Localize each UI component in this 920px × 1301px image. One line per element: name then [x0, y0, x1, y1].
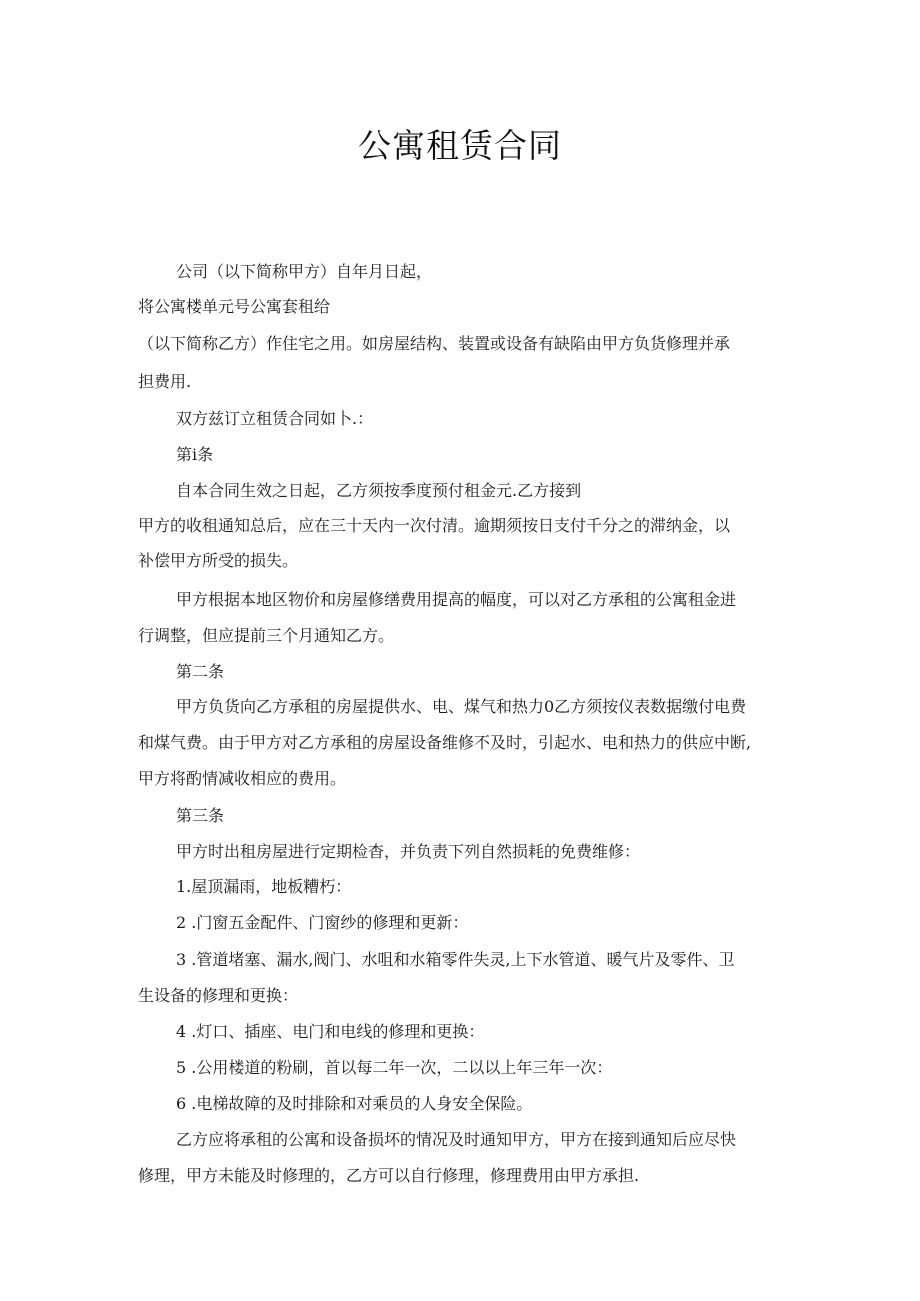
list-item-continuation: 生设备的修理和更换： [138, 986, 299, 1005]
list-item: 3 .管道堵塞、漏水,阀门、水咀和水箱零件失灵,上下水管道、暖气片及零件、卫 [176, 950, 735, 969]
article-heading: 第二条 [176, 662, 225, 681]
document-title: 公寓租赁合同 [358, 126, 562, 165]
article-heading: 第三条 [176, 806, 225, 825]
paragraph-line: 和煤气费。由于甲方对乙方承租的房屋设备维修不及时，引起水、电和热力的供应中断, [138, 733, 752, 752]
paragraph-line: 将公寓楼单元号公寓套租给 [138, 297, 331, 316]
paragraph-line: 担费用. [138, 372, 192, 391]
paragraph-line: 补偿甲方所受的损失。 [138, 551, 299, 570]
article-heading: 第i条 [176, 445, 214, 464]
paragraph-line: 自本合同生效之日起，乙方须按季度预付租金元.乙方接到 [176, 481, 582, 500]
paragraph-line: 甲方的收租通知总后，应在三十天内一次付清。逾期须按日支付千分之的滞纳金，以 [138, 516, 731, 535]
paragraph-line: 修理，甲方未能及时修理的，乙方可以自行修理，修理费用由甲方承担. [138, 1166, 640, 1185]
paragraph-line: 甲方将酌情减收相应的费用。 [138, 769, 347, 788]
paragraph-line: 双方兹订立租赁合同如卜.： [176, 409, 374, 428]
list-item: 5 .公用楼道的粉刷，首以每二年一次，二以以上年三年一次： [176, 1058, 613, 1077]
paragraph-line: 乙方应将承租的公寓和设备损坏的情况及时通知甲方，甲方在接到通知后应尽快 [176, 1130, 737, 1149]
list-item: 1.屋顶漏雨，地板糟朽： [176, 877, 352, 896]
list-item: 2 .门窗五金配件、门窗纱的修理和更新： [176, 913, 469, 932]
paragraph-line: 公司（以下简称甲方）自年月日起， [176, 262, 433, 281]
list-item: 6 .电梯故障的及时排除和对乘员的人身安全保险。 [176, 1094, 533, 1113]
paragraph-line: 甲方根据本地区物价和房屋修缮费用提高的幅度，可以对乙方承租的公寓租金进 [176, 590, 737, 609]
paragraph-line: （以下简称乙方）作住宅之用。如房屋结构、装置或设备有缺陷由甲方负货修理并承 [138, 334, 731, 353]
list-item: 4 .灯口、插座、电门和电线的修理和更换： [176, 1022, 485, 1041]
paragraph-line: 甲方负货向乙方承租的房屋提供水、电、煤气和热力0乙方须按仪表数据缴付电费 [176, 697, 747, 716]
paragraph-line: 甲方时出租房屋进行定期检杳，并负责下列自然损耗的免费维修： [176, 842, 641, 861]
paragraph-line: 行调整，但应提前三个月通知乙方。 [138, 626, 395, 645]
